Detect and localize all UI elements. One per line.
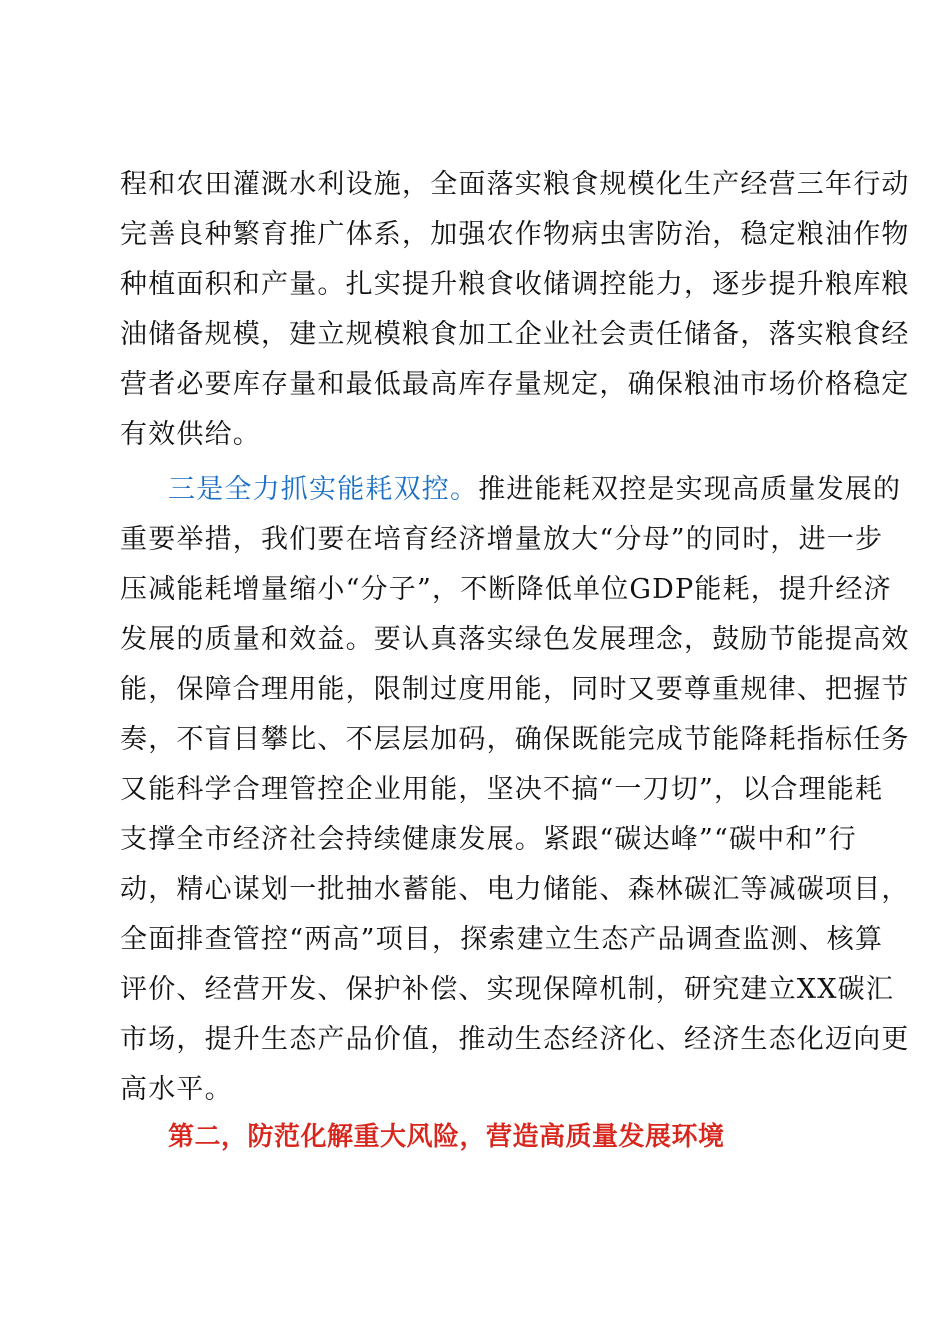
text-line: 奏，不盲目攀比、不层层加码，确保既能完成节能降耗指标任务 [120, 724, 910, 755]
text-line: 种植面积和产量。扎实提升粮食收储调控能力，逐步提升粮库粮 [120, 269, 910, 300]
text-line: 完善良种繁育推广体系，加强农作物病虫害防治，稳定粮油作物 [120, 219, 910, 250]
text-line: 又能科学合理管控企业用能，坚决不搞“一刀切”，以合理能耗 [120, 774, 884, 805]
text-line: 程和农田灌溉水利设施，全面落实粮食规模化生产经营三年行动 [120, 169, 910, 200]
text-line: 能，保障合理用能，限制过度用能，同时又要尊重规律、把握节 [120, 674, 910, 705]
paragraph-lead-rest: 推进能耗双控是实现高质量发展的 [478, 474, 902, 505]
text-line: 压减能耗增量缩小“分子”，不断降低单位GDP能耗，提升经济 [120, 574, 892, 605]
paragraph-energy-control [120, 465, 910, 1115]
paragraph-lead-heading: 三是全力抓实能耗双控。 [168, 474, 479, 505]
text-line: 营者必要库存量和最低最高库存量规定，确保粮油市场价格稳定 [120, 369, 910, 400]
text-line: 高水平。 [120, 1074, 233, 1105]
paragraph-first-line [120, 465, 902, 515]
text-line: 动，精心谋划一批抽水蓄能、电力储能、森林碳汇等减碳项目， [120, 874, 910, 905]
text-line: 评价、经营开发、保护补偿、实现保障机制，研究建立XX碳汇 [120, 974, 895, 1005]
text-line: 有效供给。 [120, 419, 261, 450]
text-line: 油储备规模，建立规模粮食加工企业社会责任储备，落实粮食经 [120, 319, 910, 350]
text-line: 全面排查管控“两高”项目，探索建立生态产品调查监测、核算 [120, 924, 884, 955]
text-line: 市场，提升生态产品价值，推动生态经济化、经济生态化迈向更 [120, 1024, 910, 1055]
text-line: 支撑全市经济社会持续健康发展。紧跟“碳达峰”“碳中和”行 [120, 824, 857, 855]
text-line: 重要举措，我们要在培育经济增量放大“分母”的同时，进一步 [120, 524, 884, 555]
text-line: 发展的质量和效益。要认真落实绿色发展理念，鼓励节能提高效 [120, 624, 910, 655]
section-heading: 第二，防范化解重大风险，营造高质量发展环境 [168, 1122, 725, 1152]
paragraph-grain-security [120, 160, 910, 460]
